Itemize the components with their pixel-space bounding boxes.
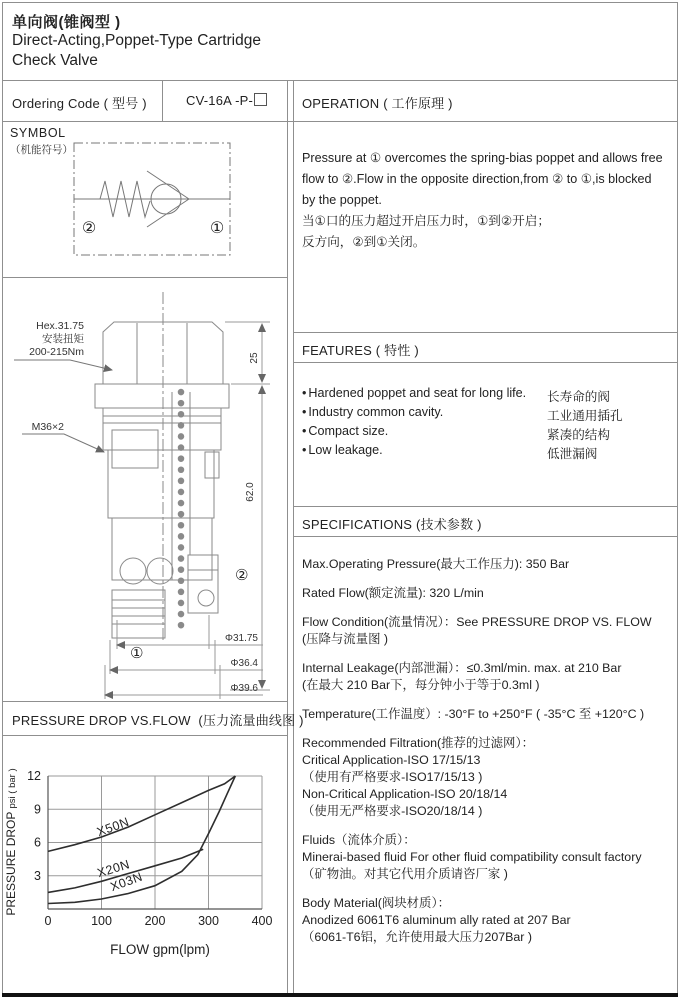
chart-curve-label-X03N: X03N	[108, 869, 145, 895]
collar-outline	[95, 384, 229, 408]
chart-y-tick-label: 6	[34, 835, 41, 850]
spec-line: Anodized 6061T6 aluminum ally rated at 207 Bar	[302, 913, 571, 927]
chart-y-axis-label-sub: psi ( bar )	[7, 768, 18, 809]
spec-line: （6061-T6铝，允许使用最大压力207Bar )	[302, 930, 532, 944]
spec-line: Temperature(工作温度）: -30°F to +250°F ( -35°C 至 +120°C )	[302, 707, 645, 721]
spec-line: Recommended Filtration(推荐的过滤网）：	[302, 736, 535, 750]
hex-label-line3: 200-215Nm	[29, 346, 84, 358]
ordering-code-text: CV-16A -P-	[186, 93, 254, 108]
ordering-code-value	[186, 93, 267, 108]
ordering-code-label: Ordering Code ( 型号 )	[12, 96, 147, 111]
dim-dia3-text: Φ39.6	[230, 683, 258, 694]
spec-item-filtration	[302, 735, 676, 820]
chart-y-tick-label: 12	[27, 769, 41, 783]
spec-line: Rated Flow(额定流量): 320 L/min	[302, 586, 484, 600]
hex-label-line2: 安装扭矩	[42, 333, 84, 345]
seat-line-lower	[147, 199, 189, 227]
specs-band-bottom-rule	[294, 536, 678, 537]
operation-line: by the poppet.	[302, 193, 382, 207]
spec-line: Fluids（流体介质）：	[302, 833, 416, 847]
spec-line: Critical Application-ISO 17/15/13	[302, 753, 481, 767]
chart-curve-label-X20N: X20N	[95, 857, 132, 881]
chart-x-axis-label: FLOW gpm(lpm)	[110, 942, 210, 957]
nose-grooved-block	[112, 590, 165, 638]
ordering-code-blank-box	[254, 93, 267, 106]
symbol-section-label: SYMBOL	[10, 126, 66, 140]
chart-curve-X03N	[48, 776, 235, 904]
chart-x-tick-label: 400	[251, 914, 273, 928]
chart-band-top-rule	[2, 701, 287, 702]
drawing-port-1-label: ①	[130, 645, 144, 662]
check-valve-symbol-diagram	[0, 130, 287, 268]
feature-zh: 低泄漏阀	[547, 447, 598, 461]
column-divider-outer	[287, 80, 288, 993]
spec-line: (压降与流量图 )	[302, 632, 389, 646]
page-title-zh: 单向阀(锥阀型 )	[12, 14, 121, 31]
pressure-drop-chart	[0, 742, 287, 992]
dim-dia1-text: Φ31.75	[224, 633, 258, 644]
thread-section	[112, 430, 158, 468]
feature-en: • Compact size.	[302, 424, 388, 438]
dim-25-text: 25	[249, 352, 260, 364]
feature-item	[302, 443, 674, 461]
chart-x-tick-label: 200	[144, 914, 166, 928]
chart-y-tick-label: 3	[34, 868, 41, 883]
page-border-right	[677, 2, 678, 997]
poppet-stem-block	[188, 555, 218, 613]
hex-head-outline	[103, 322, 223, 384]
spec-item-flow-condition	[302, 614, 676, 648]
dim-dia2-text: Φ36.4	[230, 658, 258, 669]
dim-62-text: 62.0	[245, 482, 256, 502]
feature-item	[302, 424, 674, 442]
lower-body-outline	[112, 518, 212, 580]
spec-line: Flow Condition(流量情况）：See PRESSURE DROP VS. FLOW	[302, 615, 652, 629]
hex-label-line1: Hex.31.75	[36, 320, 84, 332]
spec-line: （使用有严格要求-ISO17/15/13 )	[302, 770, 483, 784]
spec-line: Internal Leakage(内部泄漏）：≤0.3ml/min. max. at 210 Bar	[302, 661, 622, 675]
symbol-section-sublabel: （机能符号）	[10, 144, 73, 156]
chart-y-tick-label: 9	[34, 802, 41, 817]
spec-item-body-material	[302, 895, 676, 946]
operation-line: 反方向，②到①关闭。	[302, 235, 426, 249]
operation-text-block	[302, 148, 676, 253]
upper-body-outline	[103, 408, 221, 450]
specs-section-header: SPECIFICATIONS (技术参数 )	[302, 517, 482, 532]
mid-body-outline	[108, 450, 214, 518]
spec-line: Body Material(阀块材质）：	[302, 896, 451, 910]
symbol-port-2-label: ②	[81, 220, 97, 237]
feature-zh: 工业通用插孔	[547, 409, 623, 423]
specs-list	[302, 556, 676, 958]
operation-line: 当①口的压力超过开启压力时，①到②开启；	[302, 214, 550, 228]
operation-section-header: OPERATION ( 工作原理 )	[302, 96, 453, 111]
features-band-top-rule	[294, 332, 678, 333]
operation-line: Pressure at ① overcomes the spring-bias poppet and allows free	[302, 151, 663, 165]
page-title-en-line1: Direct-Acting,Poppet-Type Cartridge	[12, 32, 261, 49]
feature-en: • Industry common cavity.	[302, 405, 443, 419]
chart-curve-label-X50N: X50N	[95, 814, 132, 840]
chart-x-tick-label: 300	[198, 914, 219, 928]
spec-line: Non-Critical Application-ISO 20/18/14	[302, 787, 508, 801]
chart-x-tick-label: 100	[91, 914, 112, 928]
spec-line: Max.Operating Pressure(最大工作压力): 350 Bar	[302, 557, 570, 571]
feature-en: • Hardened poppet and seat for long life.	[302, 386, 526, 400]
spec-line: （矿物油。对其它代用介质请咨厂家 )	[302, 867, 508, 881]
seat-line-upper	[147, 171, 189, 199]
thread-leader-line	[22, 434, 104, 452]
spec-line: （使用无严格要求-ISO20/18/14 )	[302, 804, 483, 818]
features-section-header: FEATURES ( 特性 )	[302, 343, 419, 358]
side-port-detail	[205, 452, 219, 478]
hex-leader-line	[14, 360, 112, 370]
poppet-ball-detail	[198, 590, 214, 606]
drawing-port-2-label: ②	[235, 567, 249, 584]
specs-band-top-rule	[294, 506, 678, 507]
spec-line: Minerai-based fluid For other fluid compatibility consult factory	[302, 850, 642, 864]
chart-y-axis-label	[4, 768, 18, 915]
page-border-bottom	[2, 993, 678, 997]
thread-size-label: M36×2	[31, 421, 64, 433]
chart-section-header: PRESSURE DROP VS.FLOW (压力流量曲线图 )	[12, 713, 304, 728]
spec-item-max-pressure	[302, 556, 676, 573]
page-title-en-line2: Check Valve	[12, 52, 98, 69]
features-band-bottom-rule	[294, 362, 678, 363]
title-separator	[2, 80, 678, 81]
spec-item-fluids	[302, 832, 676, 883]
feature-en: • Low leakage.	[302, 443, 383, 457]
spec-line: (在最大 210 Bar下，每分钟小于等于0.3ml )	[302, 678, 540, 692]
symbol-port-1-label: ①	[209, 220, 225, 237]
feature-zh: 紧凑的结构	[547, 428, 610, 442]
chart-curve-X50N	[48, 776, 235, 851]
operation-line: flow to ②.Flow in the opposite direction,from ② to ①,is blocked	[302, 172, 652, 186]
spec-item-rated-flow	[302, 585, 676, 602]
ordering-cell-divider	[162, 80, 163, 121]
page-border-top	[2, 2, 678, 3]
cartridge-cross-section-drawing	[0, 280, 287, 700]
spec-item-temperature	[302, 706, 676, 723]
feature-item	[302, 405, 674, 423]
feature-zh: 长寿命的阀	[547, 390, 610, 404]
chart-band-bottom-rule	[2, 735, 287, 736]
chart-y-axis-label-main: PRESSURE DROP	[4, 808, 18, 916]
band-bottom-rule	[2, 121, 678, 122]
feature-item	[302, 386, 674, 404]
spec-item-internal-leakage	[302, 660, 676, 694]
symbol-drawing-separator	[2, 277, 287, 278]
chart-x-tick-label: 0	[44, 914, 52, 928]
